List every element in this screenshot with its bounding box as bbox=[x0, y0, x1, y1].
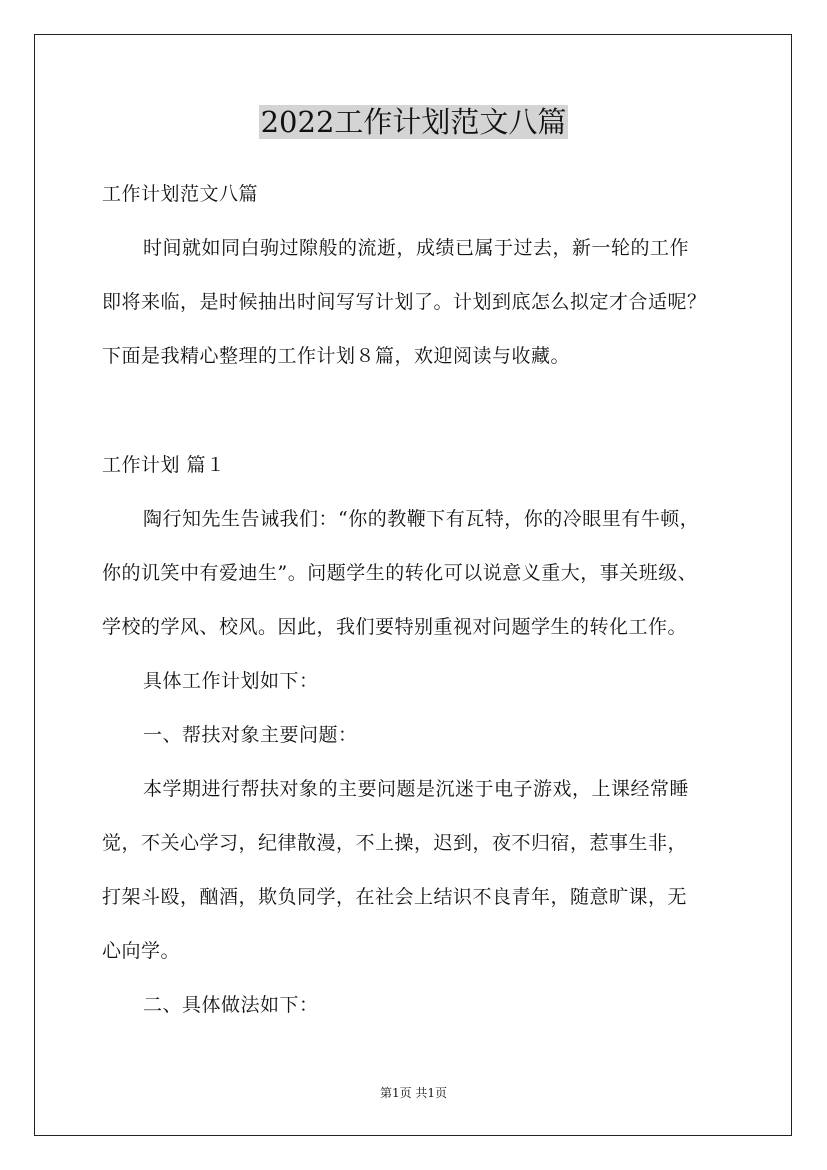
paragraph-line: 下面是我精心整理的工作计划８篇，欢迎阅读与收藏。 bbox=[102, 345, 571, 367]
paragraph-line: 学校的学风、校风。因此，我们要特别重视对问题学生的转化工作。 bbox=[102, 616, 688, 638]
paragraph-line: 即将来临，是时候抽出时间写写计划了。计划到底怎么拟定才合适呢？ bbox=[102, 291, 707, 313]
subheading-line: 一、帮扶对象主要问题： bbox=[143, 724, 358, 746]
paragraph-line: 时间就如同白驹过隙般的流逝，成绩已属于过去，新一轮的工作 bbox=[143, 237, 690, 259]
paragraph-line: 具体工作计划如下： bbox=[143, 670, 319, 692]
paragraph-line: 你的讥笑中有爱迪生”。问题学生的转化可以说意义重大，事关班级、 bbox=[102, 562, 698, 584]
section-heading: 工作计划 篇１ bbox=[102, 454, 226, 476]
document-title-text: 2022工作计划范文八篇 bbox=[260, 105, 567, 139]
paragraph-line: 打架斗殴，酗酒，欺负同学，在社会上结识不良青年，随意旷课，无 bbox=[102, 886, 688, 908]
subheading-line: 二、具体做法如下： bbox=[143, 994, 319, 1016]
page-footer: 第1页 共1页 bbox=[379, 1086, 448, 1100]
paragraph-line: 觉，不关心学习，纪律散漫，不上操，迟到，夜不归宿，惹事生非， bbox=[102, 832, 688, 854]
intro-heading: 工作计划范文八篇 bbox=[102, 183, 259, 205]
document-title bbox=[0, 102, 827, 142]
paragraph-line: 陶行知先生告诫我们：“你的教鞭下有瓦特，你的冷眼里有牛顿， bbox=[143, 508, 700, 530]
paragraph-line: 心向学。 bbox=[102, 940, 181, 962]
paragraph-line: 本学期进行帮扶对象的主要问题是沉迷于电子游戏，上课经常睡 bbox=[143, 778, 690, 800]
